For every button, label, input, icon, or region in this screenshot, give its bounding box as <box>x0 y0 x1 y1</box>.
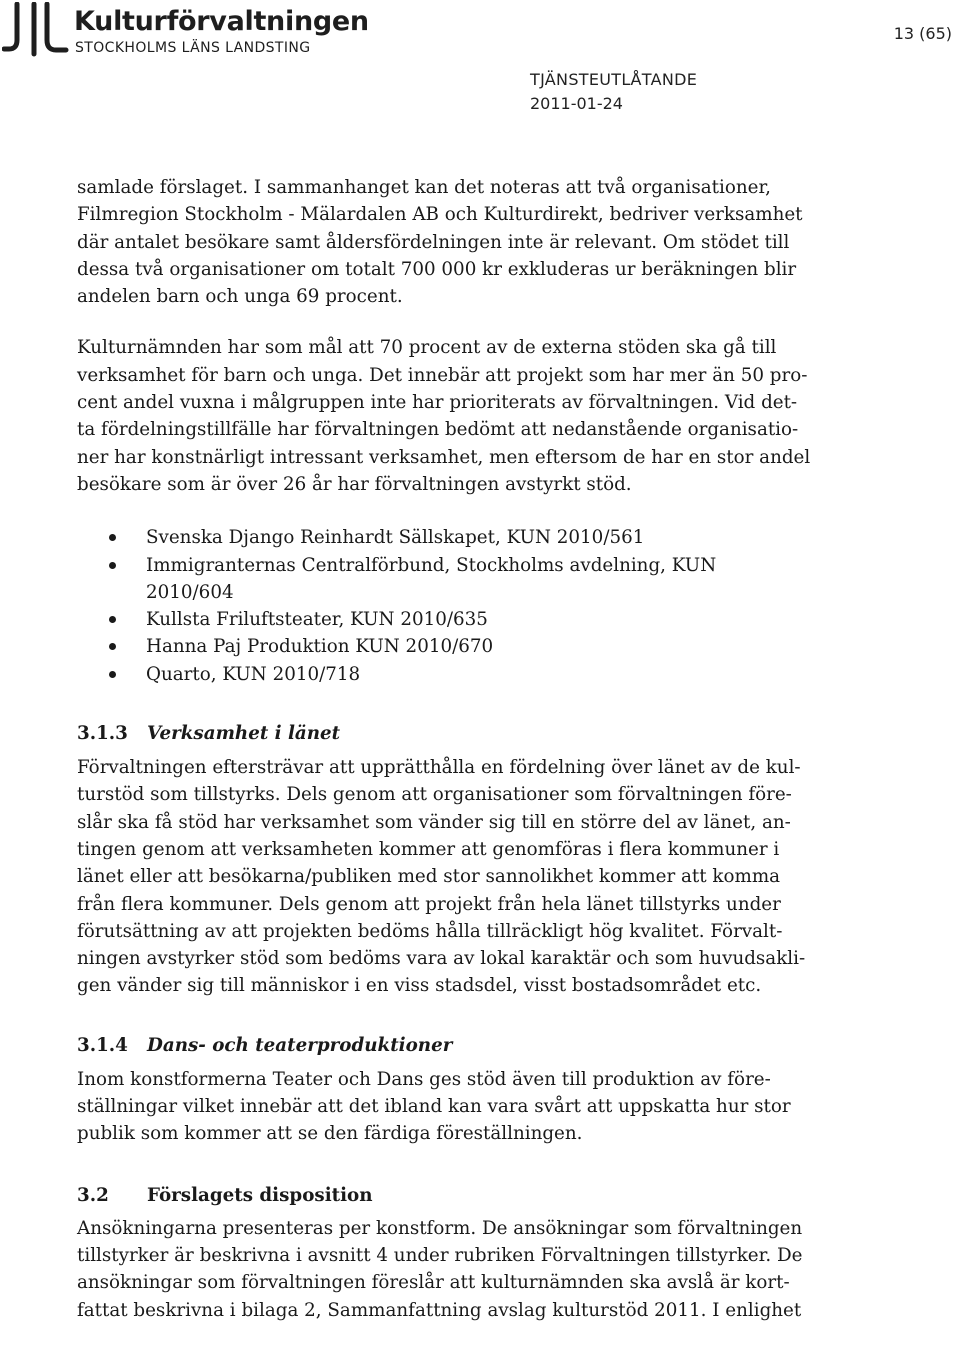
text-line: tingen genom att verksamheten kommer att genomföras i flera kommuner i <box>77 838 780 860</box>
text-line: ningen avstyrker stöd som bedöms vara av lokal karaktär och som huvudsakli- <box>77 948 806 970</box>
intro-paragraph <box>77 174 817 310</box>
text-line: cent andel vuxna i målgruppen inte har prioriterats av förvaltningen. Vid det- <box>77 392 798 414</box>
text-line: gen vänder sig till människor i en viss stadsdel, visst bostadsområdet etc. <box>77 975 762 997</box>
text-line: där antalet besökare samt åldersfördelningen inte är relevant. Om stödet till <box>77 231 790 253</box>
list-item <box>146 661 817 688</box>
section-title: Verksamhet i länet <box>147 723 341 745</box>
text-line: Filmregion Stockholm - Mälardalen AB och Kulturdirekt, bedriver verksamhet <box>77 204 803 226</box>
list-item-text: 2010/604 <box>146 581 234 603</box>
list-item-text: Immigranternas Centralförbund, Stockholms avdelning, KUN <box>146 554 717 576</box>
text-line: slår ska få stöd har verksamhet som vänder sig till en större del av länet, an- <box>77 811 791 833</box>
list-item-text: Svenska Django Reinhardt Sällskapet, KUN 2010/561 <box>146 527 645 549</box>
section-3-1-4-paragraph <box>77 1066 817 1148</box>
document-body <box>77 174 817 1324</box>
section-heading-3-1-3 <box>77 720 817 747</box>
org-logo <box>2 2 382 60</box>
text-line: ta fördelningstillfälle har förvaltningen bedömt att nedanstående organisatio- <box>77 419 799 441</box>
text-line: ner har konstnärligt intressant verksamhet, men eftersom de har en stor andel <box>77 446 811 468</box>
text-line: ansökningar som förvaltningen föreslår att kulturnämnden ska avslå är kort- <box>77 1272 790 1294</box>
bullet-icon <box>109 671 116 678</box>
document-date: 2011-01-24 <box>530 94 623 113</box>
text-line: turstöd som tillstyrks. Dels genom att organisationer som förvaltningen före- <box>77 784 792 806</box>
section-title: Dans- och teaterproduktioner <box>147 1034 453 1056</box>
bullet-icon <box>109 534 116 541</box>
text-line: tillstyrker är beskrivna i avsnitt 4 under rubriken Förvaltningen tillstyrker. De <box>77 1244 803 1266</box>
text-line: dessa två organisationer om totalt 700 000 kr exkluderas ur beräkningen blir <box>77 258 797 280</box>
text-line: publik som kommer att se den färdiga föreställningen. <box>77 1123 583 1145</box>
list-item-text: Quarto, KUN 2010/718 <box>146 663 361 685</box>
list-item-text: Kullsta Friluftsteater, KUN 2010/635 <box>146 609 488 631</box>
text-line: Ansökningarna presenteras per konstform. De ansökningar som förvaltningen <box>77 1217 803 1239</box>
list-item <box>146 524 817 551</box>
section-number: 3.1.4 <box>77 1034 128 1056</box>
org-parent-name: STOCKHOLMS LÄNS LANDSTING <box>75 40 311 56</box>
bullet-icon <box>109 616 116 623</box>
section-number: 3.1.3 <box>77 723 128 745</box>
goal-paragraph <box>77 334 817 498</box>
text-line: samlade förslaget. I sammanhanget kan det noteras att två organisationer, <box>77 177 771 198</box>
bullet-icon <box>109 562 116 569</box>
list-item-text: Hanna Paj Produktion KUN 2010/670 <box>146 636 494 658</box>
section-heading-3-1-4 <box>77 1032 817 1059</box>
avstyrkta-organisationer-list <box>77 524 817 688</box>
text-line: besökare som är över 26 år har förvaltningen avstyrkt stöd. <box>77 473 632 495</box>
section-3-1-3-paragraph <box>77 754 817 1000</box>
page-number: 13 (65) <box>893 24 952 43</box>
org-logo-mark-icon <box>2 2 70 58</box>
text-line: verksamhet för barn och unga. Det innebär att projekt som har mer än 50 pro- <box>77 364 808 386</box>
text-line: andelen barn och unga 69 procent. <box>77 286 403 308</box>
org-name: Kulturförvaltningen <box>74 6 369 37</box>
text-line: Förvaltningen eftersträvar att upprätthålla en fördelning över länet av de kul- <box>77 757 801 779</box>
section-number: 3.2 <box>77 1184 109 1206</box>
bullet-icon <box>109 643 116 650</box>
list-item <box>146 552 817 607</box>
text-line: från flera kommuner. Dels genom att projekt från hela länet tillstyrks under <box>77 893 781 915</box>
text-line: Inom konstformerna Teater och Dans ges stöd även till produktion av före- <box>77 1068 771 1090</box>
text-line: länet eller att besökarna/publiken med stor sannolikhet kommer att komma <box>77 866 781 888</box>
text-line: ställningar vilket innebär att det ibland kan vara svårt att uppskatta hur stor <box>77 1096 791 1118</box>
list-item <box>146 633 817 660</box>
section-3-2-paragraph <box>77 1215 817 1324</box>
text-line: Kulturnämnden har som mål att 70 procent av de externa stöden ska gå till <box>77 337 777 359</box>
list-item <box>146 606 817 633</box>
section-heading-3-2 <box>77 1182 817 1210</box>
text-line: förutsättning av att projekten bedöms hålla tillräckligt hög kvalitet. Förvalt- <box>77 920 783 942</box>
text-line: fattat beskrivna i bilaga 2, Sammanfattning avslag kulturstöd 2011. I enlighet <box>77 1299 802 1321</box>
section-title: Förslagets disposition <box>147 1184 373 1206</box>
document-type: TJÄNSTEUTLÅTANDE <box>530 70 698 89</box>
